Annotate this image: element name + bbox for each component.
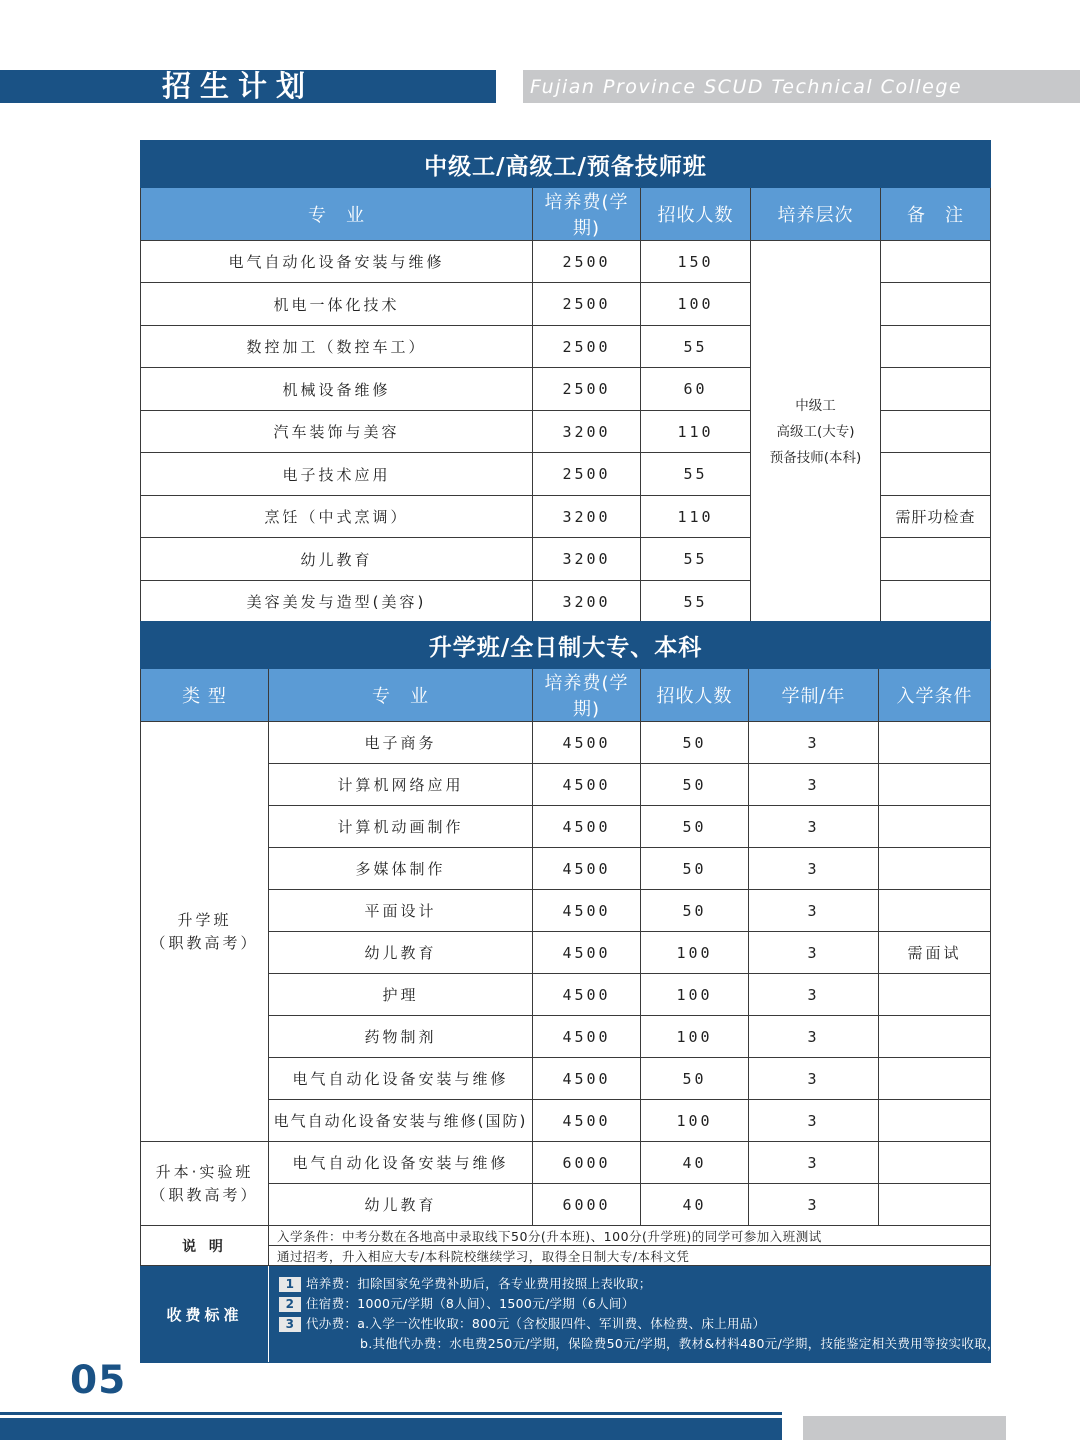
note-cell (881, 453, 991, 496)
major-cell: 计算机动画制作 (269, 806, 533, 848)
fee-cell: 4500 (533, 806, 641, 848)
note-cell (881, 538, 991, 581)
count-cell: 55 (641, 581, 751, 623)
type-cell-group2 (141, 1142, 269, 1226)
table1-header-level: 培养层次 (751, 188, 881, 241)
table2-title: 升学班/全日制大专、本科 (141, 622, 991, 669)
major-cell: 电气自动化设备安装与维修 (269, 1142, 533, 1184)
count-cell: 55 (641, 453, 751, 496)
note-line: 入学条件：中考分数在各地高中录取线下50分(升本班)、100分(升学班)的同学可参加入班测试 (269, 1226, 991, 1246)
number-badge: 3 (279, 1317, 301, 1332)
fee-line (279, 1314, 990, 1334)
table-row (141, 722, 991, 764)
fee-cell: 4500 (533, 848, 641, 890)
major-cell: 多媒体制作 (269, 848, 533, 890)
condition-cell (879, 764, 991, 806)
major-cell: 计算机网络应用 (269, 764, 533, 806)
fee-standard-row (141, 1266, 991, 1363)
years-cell: 3 (749, 764, 879, 806)
fee-cell: 4500 (533, 1100, 641, 1142)
table-row (141, 932, 991, 974)
table-row (141, 764, 991, 806)
count-cell: 40 (641, 1142, 749, 1184)
count-cell: 50 (641, 890, 749, 932)
fee-cell: 2500 (533, 241, 641, 283)
major-cell: 电气自动化设备安装与维修 (141, 241, 533, 283)
type-line: （职教高考） (150, 933, 259, 952)
years-cell: 3 (749, 1142, 879, 1184)
condition-cell: 需面试 (879, 932, 991, 974)
years-cell: 3 (749, 932, 879, 974)
count-cell: 100 (641, 932, 749, 974)
type-cell-group1 (141, 722, 269, 1142)
count-cell: 60 (641, 368, 751, 411)
footer-stripe (0, 1412, 782, 1415)
fee-cell: 3200 (533, 538, 641, 581)
table1-header-count: 招收人数 (641, 188, 751, 241)
fee-line-text: 住宿费：1000元/学期（8人间）、1500元/学期（6人间） (306, 1296, 635, 1311)
table1-header-note: 备 注 (881, 188, 991, 241)
number-badge: 1 (279, 1277, 301, 1292)
fee-cell: 6000 (533, 1142, 641, 1184)
count-cell: 50 (641, 848, 749, 890)
table-further-study-classes (140, 621, 1051, 1363)
number-badge: 2 (279, 1297, 301, 1312)
note-cell (881, 326, 991, 368)
note-cell (881, 411, 991, 453)
years-cell: 3 (749, 848, 879, 890)
fee-line (279, 1274, 990, 1294)
table-row (141, 974, 991, 1016)
note-row (141, 1226, 991, 1246)
major-cell: 电气自动化设备安装与维修(国防) (269, 1100, 533, 1142)
fee-line-extra: b.其他代办费：水电费250元/学期，保险费50元/学期，教材&材料480元/学期，技能鉴定相关费用等按实收取，多退少补 (360, 1336, 1051, 1351)
count-cell: 110 (641, 496, 751, 538)
table-row (141, 1184, 991, 1226)
fee-cell: 4500 (533, 722, 641, 764)
major-cell: 幼儿教育 (269, 932, 533, 974)
major-cell: 幼儿教育 (141, 538, 533, 581)
count-cell: 100 (641, 1100, 749, 1142)
major-cell: 汽车装饰与美容 (141, 411, 533, 453)
fee-cell: 2500 (533, 283, 641, 326)
years-cell: 3 (749, 974, 879, 1016)
condition-cell (879, 890, 991, 932)
condition-cell (879, 1100, 991, 1142)
condition-cell (879, 974, 991, 1016)
fee-cell: 2500 (533, 368, 641, 411)
college-name: Fujian Province SCUD Technical College (530, 76, 963, 98)
count-cell: 150 (641, 241, 751, 283)
table2-header-type: 类 型 (141, 669, 269, 722)
fee-cell: 4500 (533, 932, 641, 974)
fee-cell: 4500 (533, 1016, 641, 1058)
table2-header-years: 学制/年 (749, 669, 879, 722)
years-cell: 3 (749, 1058, 879, 1100)
note-label: 说 明 (141, 1226, 269, 1266)
fee-cell: 4500 (533, 764, 641, 806)
note-cell (881, 368, 991, 411)
count-cell: 50 (641, 1058, 749, 1100)
level-line: 预备技师(本科) (769, 449, 862, 466)
fee-cell: 2500 (533, 326, 641, 368)
table2-header-condition: 入学条件 (879, 669, 991, 722)
condition-cell (879, 1058, 991, 1100)
count-cell: 110 (641, 411, 751, 453)
level-line: 高级工(大专) (776, 423, 855, 440)
table1-title: 中级工/高级工/预备技师班 (141, 141, 991, 188)
major-cell: 电子商务 (269, 722, 533, 764)
note-cell (881, 283, 991, 326)
footer-bar-blue (0, 1418, 782, 1440)
major-cell: 美容美发与造型(美容) (141, 581, 533, 623)
major-cell: 烹饪（中式烹调） (141, 496, 533, 538)
years-cell: 3 (749, 1100, 879, 1142)
years-cell: 3 (749, 1184, 879, 1226)
major-cell: 药物制剂 (269, 1016, 533, 1058)
table-row (141, 1058, 991, 1100)
table-row (141, 241, 991, 283)
table-row (141, 1142, 991, 1184)
major-cell: 电气自动化设备安装与维修 (269, 1058, 533, 1100)
major-cell: 数控加工（数控车工） (141, 326, 533, 368)
note-line: 通过招考，升入相应大专/本科院校继续学习，取得全日制大专/本科文凭 (269, 1246, 991, 1266)
table2-header-major: 专 业 (269, 669, 533, 722)
years-cell: 3 (749, 1016, 879, 1058)
major-cell: 电子技术应用 (141, 453, 533, 496)
condition-cell (879, 806, 991, 848)
type-line: 升本·实验班 (155, 1162, 254, 1181)
count-cell: 55 (641, 538, 751, 581)
years-cell: 3 (749, 722, 879, 764)
condition-cell (879, 722, 991, 764)
type-line: （职教高考） (150, 1185, 259, 1204)
page-number: 05 (70, 1358, 127, 1403)
condition-cell (879, 1016, 991, 1058)
table-skilled-classes (140, 140, 991, 623)
type-line: 升学班 (177, 910, 232, 929)
table-row (141, 1100, 991, 1142)
note-cell (881, 581, 991, 623)
fee-line-text: 培养费：扣除国家免学费补助后，各专业费用按照上表收取； (306, 1276, 652, 1291)
count-cell: 50 (641, 806, 749, 848)
fee-cell: 4500 (533, 1058, 641, 1100)
table1-header-fee: 培养费(学期) (533, 188, 641, 241)
major-cell: 幼儿教育 (269, 1184, 533, 1226)
table-row (141, 806, 991, 848)
count-cell: 100 (641, 1016, 749, 1058)
note-cell (881, 241, 991, 283)
major-cell: 机电一体化技术 (141, 283, 533, 326)
fee-line-text: 代办费：a.入学一次性收取：800元（含校服四件、军训费、体检费、床上用品） (306, 1316, 766, 1331)
fee-cell: 3200 (533, 581, 641, 623)
count-cell: 100 (641, 283, 751, 326)
training-level-cell (751, 241, 881, 623)
count-cell: 100 (641, 974, 749, 1016)
fee-cell: 3200 (533, 496, 641, 538)
note-row (141, 1246, 991, 1266)
page-title: 招生计划 (162, 69, 315, 103)
fee-cell: 3200 (533, 411, 641, 453)
table-row (141, 890, 991, 932)
years-cell: 3 (749, 890, 879, 932)
note-cell: 需肝功检查 (881, 496, 991, 538)
years-cell: 3 (749, 806, 879, 848)
fee-cell: 6000 (533, 1184, 641, 1226)
count-cell: 40 (641, 1184, 749, 1226)
fee-standard-label: 收费标准 (141, 1266, 269, 1363)
table-row (141, 1016, 991, 1058)
count-cell: 50 (641, 722, 749, 764)
level-line: 中级工 (795, 397, 836, 414)
count-cell: 55 (641, 326, 751, 368)
major-cell: 机械设备维修 (141, 368, 533, 411)
footer-bar-gray (803, 1416, 1006, 1440)
count-cell: 50 (641, 764, 749, 806)
fee-standard-body (269, 1266, 1051, 1363)
condition-cell (879, 1142, 991, 1184)
fee-cell: 4500 (533, 890, 641, 932)
major-cell: 平面设计 (269, 890, 533, 932)
fee-cell: 2500 (533, 453, 641, 496)
condition-cell (879, 1184, 991, 1226)
fee-cell: 4500 (533, 974, 641, 1016)
condition-cell (879, 848, 991, 890)
table1-header-major: 专 业 (141, 188, 533, 241)
table-row (141, 848, 991, 890)
major-cell: 护理 (269, 974, 533, 1016)
table2-header-fee: 培养费(学期) (533, 669, 641, 722)
fee-line (279, 1294, 990, 1314)
table2-header-count: 招收人数 (641, 669, 749, 722)
